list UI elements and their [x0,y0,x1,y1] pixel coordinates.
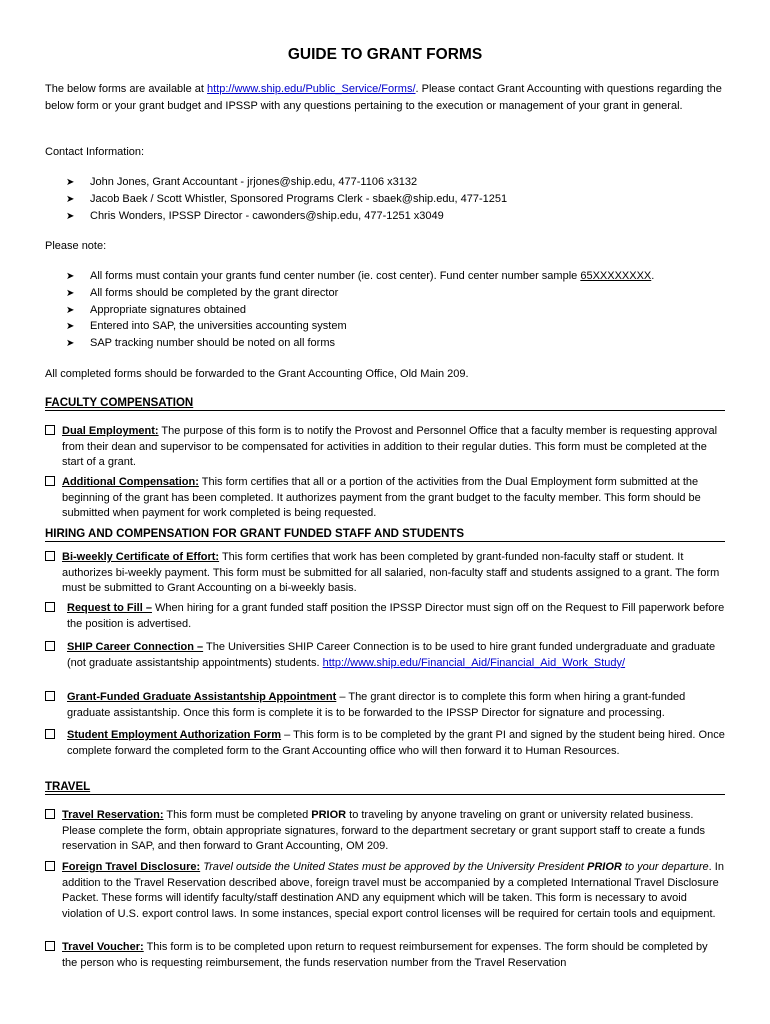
checkbox[interactable] [45,861,55,871]
checkbox[interactable] [45,425,55,435]
arrow-bullet-icon: ➤ [66,321,75,332]
form-name[interactable]: Foreign Travel Disclosure: [62,861,201,873]
contact-heading: Contact Information: [45,146,145,158]
intro-paragraph: The below forms are available at http://www.ship.edu/Public_Service/Forms/. Please contact Grant Accounting with questions regarding the below form or your grant budget and IPSSP with any questions pertaining to the execution or management of your grant in general. [45,83,722,112]
section-heading-travel: TRAVEL [45,780,725,795]
checkbox[interactable] [45,729,55,739]
arrow-bullet-icon: ➤ [66,288,75,299]
fund-center-sample: 65XXXXXXXX [580,270,652,282]
arrow-bullet-icon: ➤ [66,211,75,222]
forms-link[interactable]: http://www.ship.edu/Public_Service/Forms/ [207,83,416,95]
arrow-bullet-icon: ➤ [66,305,75,316]
form-name[interactable]: SHIP Career Connection – [67,641,204,653]
form-name[interactable]: Bi-weekly Certificate of Effort: [62,551,220,563]
section-heading-faculty: FACULTY COMPENSATION [45,396,725,411]
document-page: GUIDE TO GRANT FORMS The below forms are available at http://www.ship.edu/Public_Service/Forms/. Please contact Grant Accounting with questions regarding the below form or your grant budget and IPSSP with any questions pertaining to the execution or management of your grant in general. Contact Information: ➤ John Jones, Grant Accountant - jrjones@ship.edu, 477-1106 x3132 ➤ Jacob Baek / Scott Whistler, Sponsored Programs Clerk - sbaek@ship.edu, 477-1251 ➤ Chris Wonders, IPSSP Director - cawonders@ship.edu, 477-1251 x3049 Please note: ➤ All forms must contain your grants fund center number (ie. cost center). Fund center number sample 65XXXXXXXX. ➤ All forms should be completed by the grant director ➤ Appropriate signatures obtained ➤ Entered into SAP, the universities accounting system ➤ SAP tracking number should be noted on all forms All completed forms should be forwarded to the Grant Accounting Office, Old Main 209. FACULTY COMPENSATION Dual Employment: The purpose of this form is to notify the Provost and Personnel Office that a faculty member is requesting approval from their dean and supervisor to be compensated for activities in addition to their regular duties. This form must be completed at the start of a grant. Additional Compensation: This form certifies that all or a portion of the activities from the Dual Employment form submitted at the beginning of the grant has been completed. It authorizes payment from the grant budget to the faculty member. This form should be submitted when payment for work completed is being requested. HIRING AND COMPENSATION FOR GRANT FUNDED STAFF AND STUDENTS Bi-weekly Certificate of Effort: This form certifies that work has been completed by grant-funded non-faculty staff or student. It authorizes bi-weekly payment. This form must be submitted for all salaried, non-faculty staff and students assigned to a grant. The form must be submitted to Grant Accounting on a bi-weekly basis. Request to Fill – When hiring for a grant funded staff position the IPSSP Director must sign off on the Request to Fill paperwork before the position is advertised. SHIP Career Connection – The Universities SHIP Career Connection is to be used to hire grant funded undergraduate and graduate (not graduate assistantship appointments) students. http://www.ship.edu/Financial_Aid/Financial_Aid_Work_Study/ Grant-Funded Graduate Assistantship Appointment – The grant director is to complete this form when hiring a grant-funded graduate assistantship. Once this form is complete it is to be forwarded to the IPSSP Director for signature and processing. Student Employment Authorization Form – This form is to be completed by the grant PI and signed by the student being hired. Once complete forward the completed form to the Grant Accounting office who will then forward it to Human Resources. TRAVEL Travel Reservation: This form must be completed PRIOR to traveling by anyone traveling on grant or university related business. Please complete the form, obtain appropriate signatures, forward to the department secretary or grant support staff to create a funds reservation in SAP, and then forward to Grant Accounting, OM 209. Foreign Travel Disclosure: Travel outside the United States must be approved by the University President PRIOR to your departure. In addition to the Travel Reservation described above, foreign travel must be accompanied by a completed International Travel Disclosure Packet. These forms will identify faculty/staff destination AND any equipment which will be taken. This form is necessary to avoid violation of U.S. export control laws. In some instances, special export control licenses will be required for certain tools and equipment. Travel Voucher: This form is to be completed upon return to request reimbursement for expenses. The form should be completed by the person who is requesting reimbursement, the funds reservation number from the Travel Reservation [0,0,770,1024]
checkbox[interactable] [45,476,55,486]
financial-aid-link[interactable]: http://www.ship.edu/Financial_Aid/Financial_Aid_Work_Study/ [322,656,626,669]
checkbox[interactable] [45,941,55,951]
form-name[interactable]: Dual Employment: [62,425,159,437]
arrow-bullet-icon: ➤ [66,194,75,205]
checkbox[interactable] [45,809,55,819]
arrow-bullet-icon: ➤ [66,177,75,188]
forward-note: All completed forms should be forwarded to the Grant Accounting Office, Old Main 209. [45,368,469,380]
page-title: GUIDE TO GRANT FORMS [287,46,483,63]
form-name[interactable]: Student Employment Authorization Form [67,729,282,741]
form-name[interactable]: Grant-Funded Graduate Assistantship Appointment [67,691,337,703]
form-name[interactable]: Travel Reservation: [62,809,164,821]
checkbox[interactable] [45,641,55,651]
form-name[interactable]: Request to Fill – [67,602,152,614]
form-name[interactable]: Travel Voucher: [62,941,144,953]
section-heading-hiring: HIRING AND COMPENSATION FOR GRANT FUNDED STAFF AND STUDENTS [45,527,725,542]
checkbox[interactable] [45,691,55,701]
checkbox[interactable] [45,602,55,612]
form-name[interactable]: Additional Compensation: [62,476,199,488]
note-heading: Please note: [45,240,107,252]
arrow-bullet-icon: ➤ [66,271,75,282]
checkbox[interactable] [45,551,55,561]
arrow-bullet-icon: ➤ [66,338,75,349]
